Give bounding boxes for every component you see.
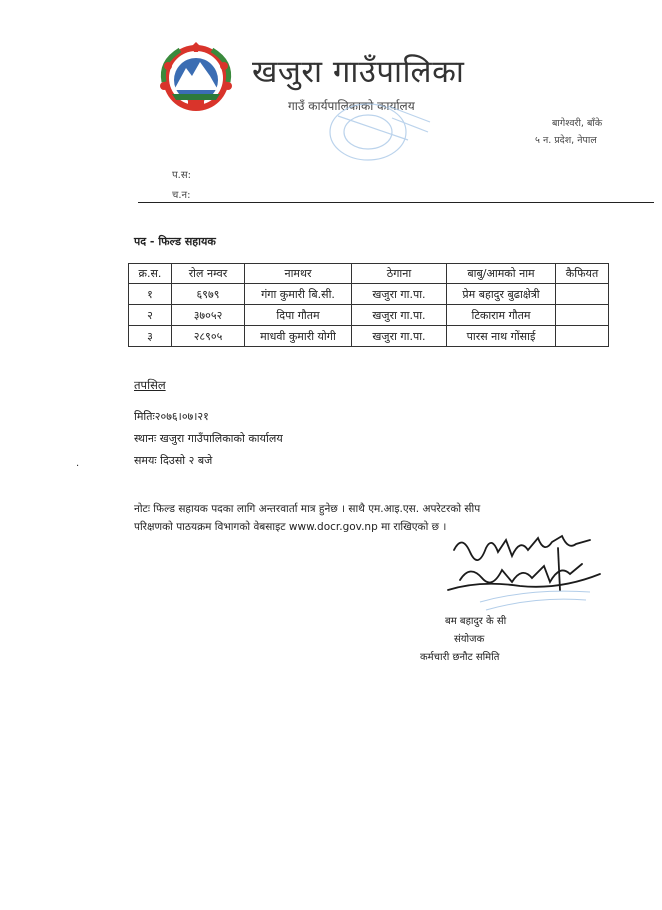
table-cell: खजुरा गा.पा.	[352, 284, 447, 305]
column-header: क्र.स.	[129, 264, 172, 284]
column-header: रोल नम्वर	[172, 264, 245, 284]
interview-place: स्थानः खजुरा गाउँपालिकाको कार्यालय	[134, 432, 283, 445]
table-cell: दिपा गौतम	[245, 305, 352, 326]
signatory-name: बम बहादुर के सी	[445, 616, 507, 627]
table-row	[129, 284, 609, 305]
nepal-government-emblem-icon	[150, 42, 242, 112]
stray-mark: .	[76, 458, 80, 469]
reference-cn-label: च.न:	[172, 190, 191, 201]
office-name: खजुरा गाउँपालिका	[252, 54, 465, 90]
office-subtitle: गाउँ कार्यपालिकाको कार्यालय	[288, 99, 415, 113]
table-cell: २	[129, 305, 172, 326]
post-title: पद - फिल्ड सहायक	[134, 235, 216, 248]
interview-time: समयः दिउसो २ बजे	[134, 454, 213, 467]
note-line-2: परिक्षणको पाठयक्रम विभागको वेबसाइट www.docr.gov.np मा राखिएको छ ।	[134, 521, 447, 533]
table-header-row	[129, 264, 609, 284]
interview-date: मितिः२०७६।०७।२१	[134, 410, 209, 423]
note-line-1: नोटः फिल्ड सहायक पदका लागि अन्तरवार्ता मात्र हुनेछ । साथै एम.आइ.एस. अपरेटरको सीप	[134, 503, 481, 515]
table-row	[129, 326, 609, 347]
column-header: ठेगाना	[352, 264, 447, 284]
table-cell: खजुरा गा.पा.	[352, 305, 447, 326]
table-cell: पारस नाथ गोंसाई	[447, 326, 556, 347]
table-row	[129, 305, 609, 326]
details-heading: तपसिल	[134, 378, 166, 392]
table-cell	[556, 305, 609, 326]
handwritten-signature-icon	[440, 530, 605, 620]
table-cell	[556, 284, 609, 305]
signatory-committee: कर्मचारी छनौट समिति	[420, 652, 500, 663]
signatory-role: संयोजक	[454, 634, 485, 645]
table-cell: ६९७९	[172, 284, 245, 305]
table-cell	[556, 326, 609, 347]
header-divider	[138, 202, 654, 203]
table-cell: टिकाराम गौतम	[447, 305, 556, 326]
table-cell: खजुरा गा.पा.	[352, 326, 447, 347]
reference-ps-label: प.स:	[172, 170, 191, 181]
table-cell: ३	[129, 326, 172, 347]
office-stamp-icon	[318, 96, 436, 166]
table-cell: १	[129, 284, 172, 305]
column-header: बाबु/आमको नाम	[447, 264, 556, 284]
table-cell: २८९०५	[172, 326, 245, 347]
result-table	[128, 263, 609, 347]
table-cell: प्रेम बहादुर बुढाक्षेत्री	[447, 284, 556, 305]
column-header: नामथर	[245, 264, 352, 284]
address-line-2: ५ न. प्रदेश, नेपाल	[535, 135, 597, 146]
table-cell: ३७०५२	[172, 305, 245, 326]
column-header: कैफियत	[556, 264, 609, 284]
address-line-1: बागेश्वरी, बाँके	[552, 118, 603, 129]
table-cell: गंगा कुमारी बि.सी.	[245, 284, 352, 305]
table-cell: माधवी कुमारी योगी	[245, 326, 352, 347]
